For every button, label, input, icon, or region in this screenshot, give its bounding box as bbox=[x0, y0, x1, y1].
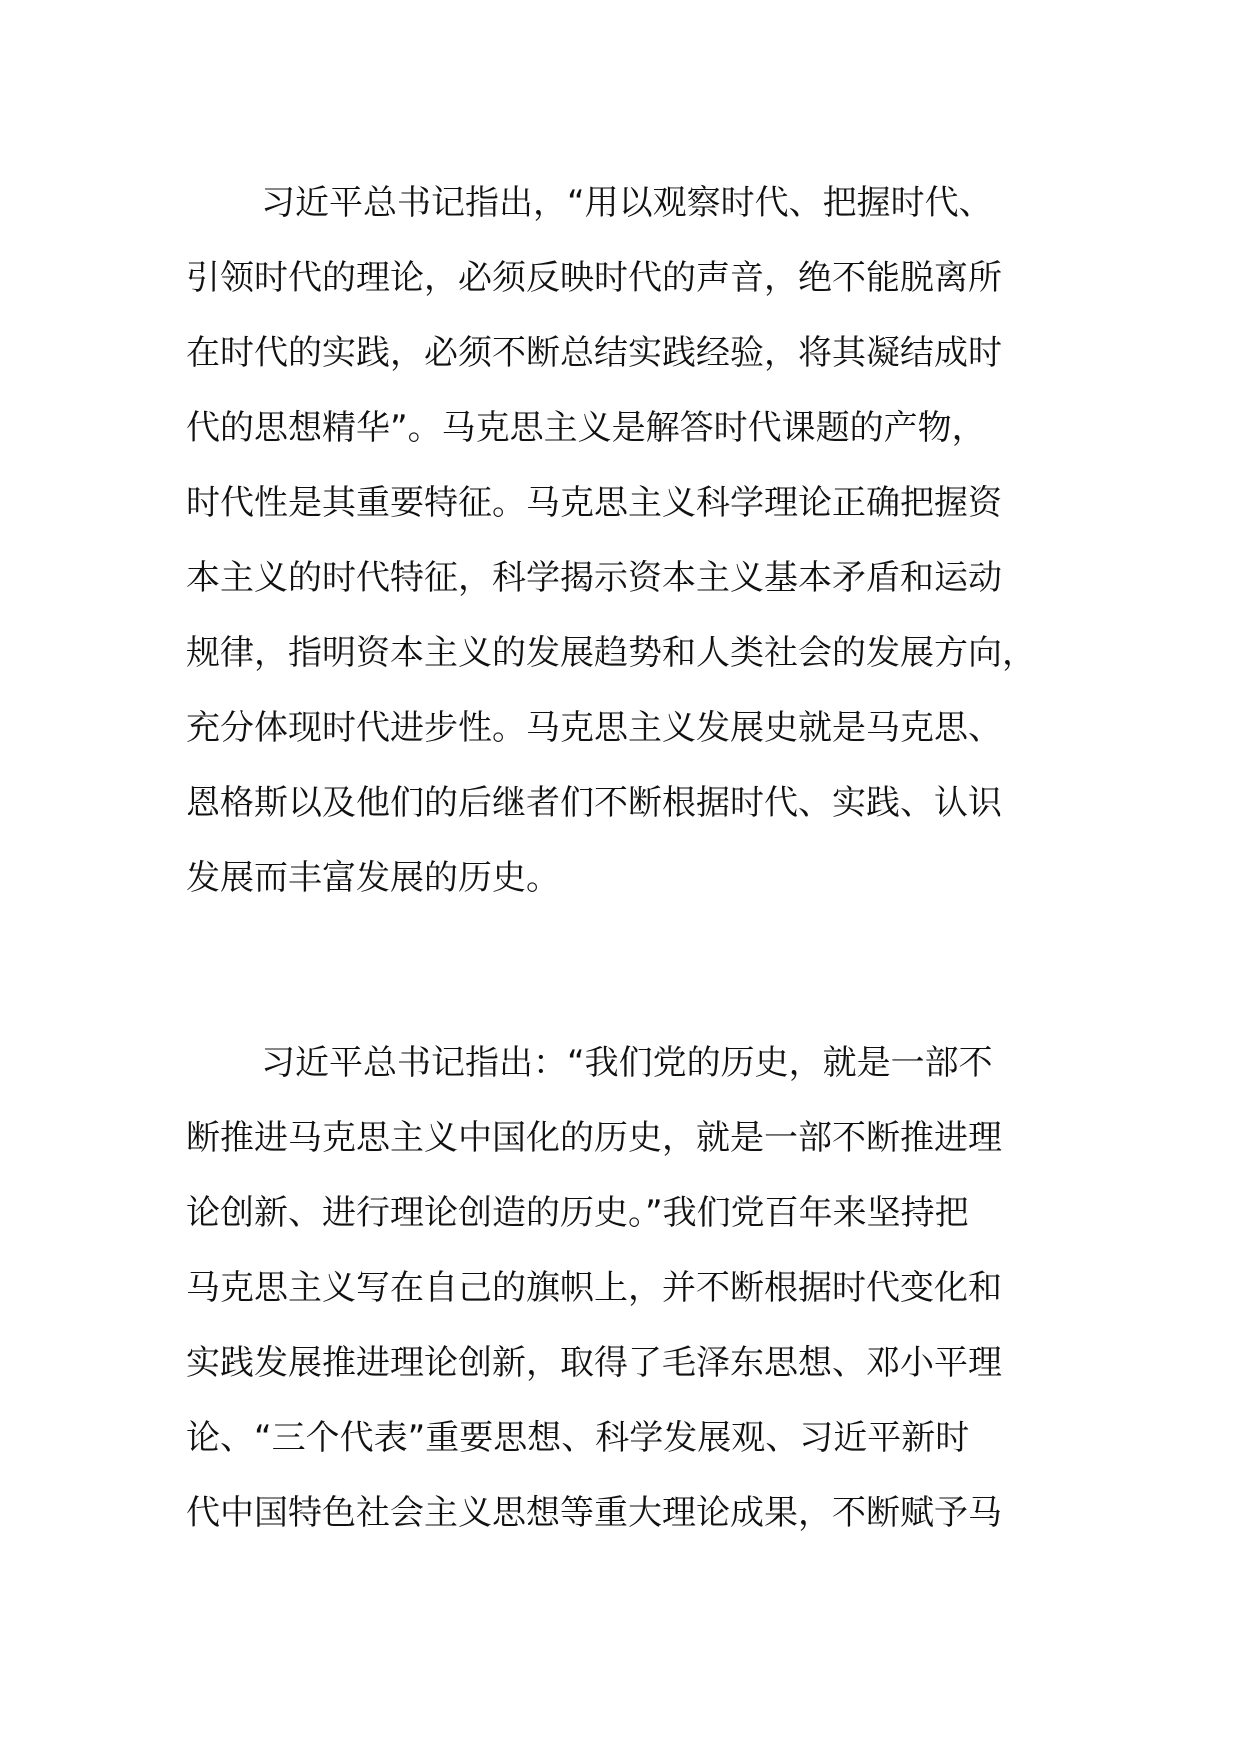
paragraph-line: 发展而丰富发展的历史。 bbox=[186, 858, 560, 898]
paragraph-line: 代的思想精华”。马克思主义是解答时代课题的产物， bbox=[186, 408, 986, 448]
paragraph-line: 规律，指明资本主义的发展趋势和人类社会的发展方向， bbox=[186, 633, 1036, 673]
paragraph-1 bbox=[186, 166, 1086, 916]
paragraph-line: 断推进马克思主义中国化的历史，就是一部不断推进理 bbox=[186, 1118, 1002, 1158]
paragraph-2 bbox=[186, 1026, 1086, 1551]
paragraph-line: 习近平总书记指出，“用以观察时代、把握时代、 bbox=[261, 183, 993, 223]
paragraph-line: 充分体现时代进步性。马克思主义发展史就是马克思、 bbox=[186, 708, 1002, 748]
paragraph-line: 代中国特色社会主义思想等重大理论成果，不断赋予马 bbox=[186, 1493, 1002, 1533]
paragraph-line: 恩格斯以及他们的后继者们不断根据时代、实践、认识 bbox=[186, 783, 1002, 823]
paragraph-line: 习近平总书记指出：“我们党的历史，就是一部不 bbox=[261, 1043, 993, 1083]
paragraph-line: 马克思主义写在自己的旗帜上，并不断根据时代变化和 bbox=[186, 1268, 1002, 1308]
paragraph-line: 时代性是其重要特征。马克思主义科学理论正确把握资 bbox=[186, 483, 1002, 523]
paragraph-line: 本主义的时代特征，科学揭示资本主义基本矛盾和运动 bbox=[186, 558, 1002, 598]
paragraph-line: 引领时代的理论，必须反映时代的声音，绝不能脱离所 bbox=[186, 258, 1002, 298]
paragraph-line: 实践发展推进理论创新，取得了毛泽东思想、邓小平理 bbox=[186, 1343, 1002, 1383]
paragraph-line: 在时代的实践，必须不断总结实践经验，将其凝结成时 bbox=[186, 333, 1002, 373]
paragraph-line: 论、“三个代表”重要思想、科学发展观、习近平新时 bbox=[186, 1418, 970, 1458]
paragraph-line: 论创新、进行理论创造的历史。”我们党百年来坚持把 bbox=[186, 1193, 969, 1233]
